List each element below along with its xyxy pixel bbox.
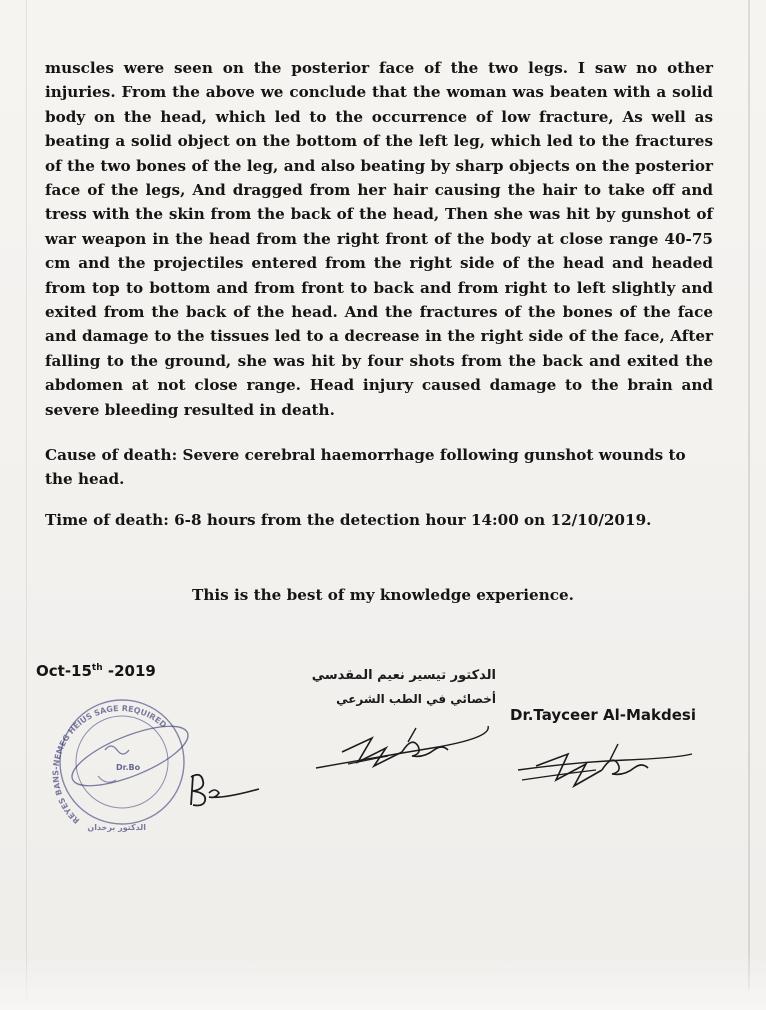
signature-arabic-doctor xyxy=(312,718,492,778)
date-year: -2019 xyxy=(102,662,156,680)
arabic-doctor-title: أخصائي في الطب الشرعي xyxy=(336,692,496,706)
page-fold-line xyxy=(26,0,27,1010)
initials-scribble xyxy=(185,765,270,815)
cause-of-death: Cause of death: Severe cerebral haemorrhage following gunshot wounds to the head. xyxy=(45,446,686,489)
stamp-center-text: Dr.Bo xyxy=(116,763,141,772)
arabic-doctor-name: الدكتور تيسير نعيم المقدسي xyxy=(311,668,496,683)
page-bottom-shade xyxy=(0,950,766,1010)
signature-date xyxy=(36,662,156,680)
stamp-outer-text: REYES BANS-NEMEG HEIUS SAGE REQUIRED xyxy=(51,703,169,826)
body-paragraph: muscles were seen on the posterior face of the two legs. I saw no other injuries. From the above we conclude that the woman was beaten with a solid body on the head, which led to the occurrence of low fracture, As well as beating a solid object on the bottom of the left leg, which led to the fractures of the two bones of the leg, and also beating by sharp objects on the posterior face of the legs, And dragged from her hair causing the hair to take off and tress with the skin from the back of the head, Then she was hit by gunshot of war weapon in the head from the right front of the body at close range 40-75 cm and the projectiles entered from the right side of the head and headed from top to bottom and from front to back and from right to left slightly and exited from the back of the head. And the fractures of the bones of the face and damage to the tissues led to a decrease in the right side of the face, After falling to the ground, she was hit by four shots from the back and exited the abdomen at not close range. Head injury caused damage to the brain and severe bleeding resulted in death. xyxy=(45,59,713,419)
time-of-death: Time of death: 6-8 hours from the detection hour 14:00 on 12/10/2019. xyxy=(45,511,652,529)
signature-english-doctor xyxy=(516,740,696,800)
closing-statement: This is the best of my knowledge experience. xyxy=(192,586,574,604)
date-suffix: th xyxy=(91,663,103,673)
doctor-name: Dr.Tayceer Al-Makdesi xyxy=(510,706,696,724)
date-prefix: Oct-15 xyxy=(36,662,92,680)
official-stamp xyxy=(50,680,200,840)
stamp-arabic-text: الدكتور برخدان xyxy=(87,823,146,832)
page-right-edge xyxy=(748,0,750,990)
